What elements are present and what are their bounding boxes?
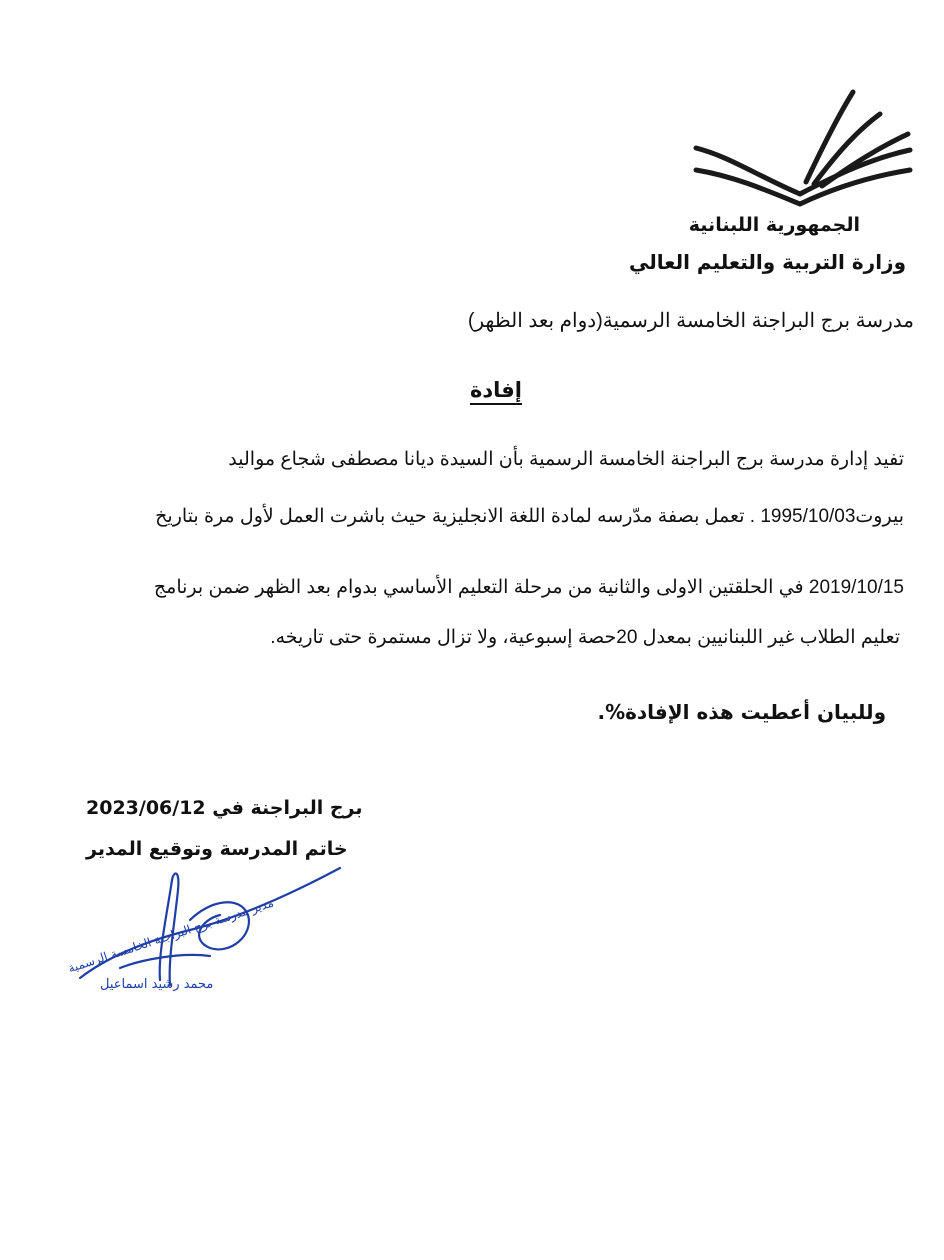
body-line-2: بيروت1995/10/03 . تعمل بصفة مدّرسه لمادة اللغة الانجليزية حيث باشرت العمل لأول مرة بتاريخ [155, 506, 904, 527]
body-line-3: 2019/10/15 في الحلقتين الاولى والثانية من مرحلة التعليم الأساسي بدوام بعد الظهر ضمن برنامج [153, 577, 904, 598]
ministry-book-logo-icon [688, 86, 918, 208]
school-name: مدرسة برج البراجنة الخامسة الرسمية(دوام بعد الظهر) [467, 310, 914, 332]
place-date: برج البراجنة في 2023/06/12 [86, 797, 363, 819]
stamp-signature-label: خاتم المدرسة وتوقيع المدير [86, 838, 348, 860]
body-line-1: تفيد إدارة مدرسة برج البراجنة الخامسة الرسمية بأن السيدة ديانا مصطفى شجاع مواليد [228, 449, 904, 470]
republic-heading: الجمهورية اللبنانية [688, 214, 860, 236]
ministry-heading: وزارة التربية والتعليم العالي [629, 250, 906, 274]
document-title: إفادة [470, 378, 523, 402]
stamp-text-top: مدير مدرسة برج البراجنة الخامسة الرسمية [66, 895, 276, 976]
school-stamp-signature [40, 860, 350, 1000]
closing-statement: وللبيان أعطيت هذه الإفادة%. [597, 700, 886, 724]
stamp-text-bottom: محمد رشيد اسماعيل [100, 977, 214, 992]
body-line-4: تعليم الطلاب غير اللبنانيين بمعدل 20حصة إسبوعية، ولا تزال مستمرة حتى تاريخه. [270, 627, 900, 648]
